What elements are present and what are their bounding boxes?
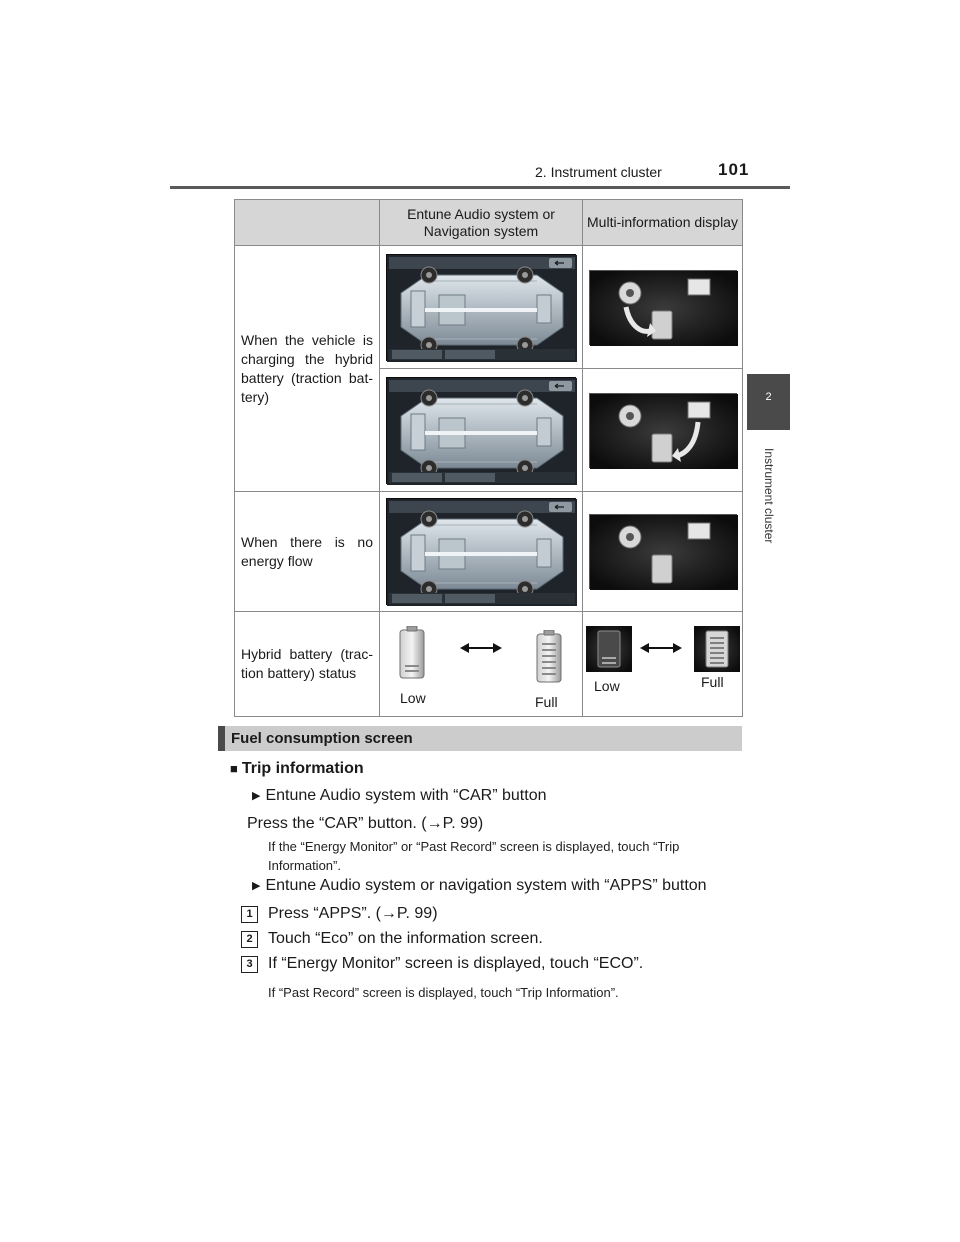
page-number: 101: [718, 160, 750, 179]
battery-full-label: Full: [535, 694, 558, 710]
mid-battery-full-icon: [694, 626, 740, 672]
energy-flow-to-battery-icon: [590, 271, 738, 346]
note-trip-information: If the “Energy Monitor” or “Past Record” screen is displayed, touch “Trip Information”.: [268, 839, 680, 873]
running-header-section: 2. Instrument cluster: [535, 164, 662, 180]
mid-display-cell: [583, 492, 743, 612]
energy-monitor-screen-image: [386, 498, 576, 605]
row-label-charging: When the vehicle is charging the hybrid battery (traction bat-tery): [235, 246, 380, 492]
triangle-arrow-icon: ▶: [252, 790, 261, 802]
energy-monitor-screen-cell: [380, 369, 583, 492]
mid-battery-low-label: Low: [594, 678, 620, 694]
chapter-tab-number: 2: [747, 374, 790, 430]
step-text-3: If “Energy Monitor” screen is displayed, touch “ECO”.: [268, 955, 644, 972]
header-rule: [170, 186, 790, 189]
battery-status-audio-cell: [380, 612, 583, 717]
battery-status-mid-cell: [583, 612, 743, 717]
double-arrow-icon: [460, 642, 502, 654]
triangle-arrow-icon: ▶: [252, 880, 261, 892]
condition-apps-button: ▶ Entune Audio system or navigation system with “APPS” button: [252, 877, 707, 894]
no-energy-flow-icon: [590, 515, 738, 590]
step-number-1: 1: [241, 906, 258, 923]
table-row: [235, 246, 743, 369]
instruction-press-car: Press the “CAR” button. (→P. 99): [247, 815, 484, 832]
car-diagram-icon: [387, 378, 577, 485]
mid-display-image: [589, 514, 737, 589]
energy-monitor-screen-cell: [380, 246, 583, 369]
mid-display-cell: [583, 246, 743, 369]
energy-monitor-screen-image: [386, 377, 576, 484]
step-number-2: 2: [241, 931, 258, 948]
battery-low-icon: [398, 626, 426, 680]
mid-display-cell: [583, 369, 743, 492]
table-header-mid: Multi-information display: [583, 200, 743, 246]
mid-battery-full-label: Full: [701, 674, 724, 690]
step-text-1: Press “APPS”. (→P. 99): [268, 905, 438, 922]
note-past-record: If “Past Record” screen is displayed, touch “Trip Information”.: [268, 985, 619, 1000]
table-header-row: [235, 200, 743, 246]
chapter-tab-label: Instrument cluster: [762, 448, 776, 544]
battery-status-mid: [583, 612, 742, 716]
mid-battery-low-icon: [586, 626, 632, 672]
energy-monitor-table: [234, 199, 743, 717]
step-text-2: Touch “Eco” on the information screen.: [268, 930, 543, 947]
energy-flow-engine-to-battery-icon: [590, 394, 738, 469]
table-row: [235, 612, 743, 717]
row-label-no-flow: When there is no energy flow: [235, 492, 380, 612]
double-arrow-icon: [640, 642, 682, 654]
mid-display-image: [589, 270, 737, 345]
mid-display-image: [589, 393, 737, 468]
car-diagram-icon: [387, 255, 577, 362]
table-header-audio-nav: Entune Audio system or Navigation system: [380, 200, 583, 246]
energy-monitor-screen-cell: [380, 492, 583, 612]
battery-low-label: Low: [400, 690, 426, 706]
section-heading-fuel-consumption: Fuel consumption screen: [218, 726, 742, 751]
step-number-3: 3: [241, 956, 258, 973]
table-header-blank: [235, 200, 380, 246]
battery-status-audio: [380, 612, 582, 716]
row-label-battery-status: Hybrid battery (trac-tion battery) status: [235, 612, 380, 717]
condition-car-button: ▶ Entune Audio system with “CAR” button: [252, 787, 547, 804]
square-bullet-icon: ■: [230, 761, 238, 776]
car-diagram-icon: [387, 499, 577, 606]
battery-full-icon: [535, 630, 563, 684]
subheading-trip-information: ■ Trip information: [230, 760, 364, 777]
table-row: [235, 492, 743, 612]
energy-monitor-screen-image: [386, 254, 576, 361]
